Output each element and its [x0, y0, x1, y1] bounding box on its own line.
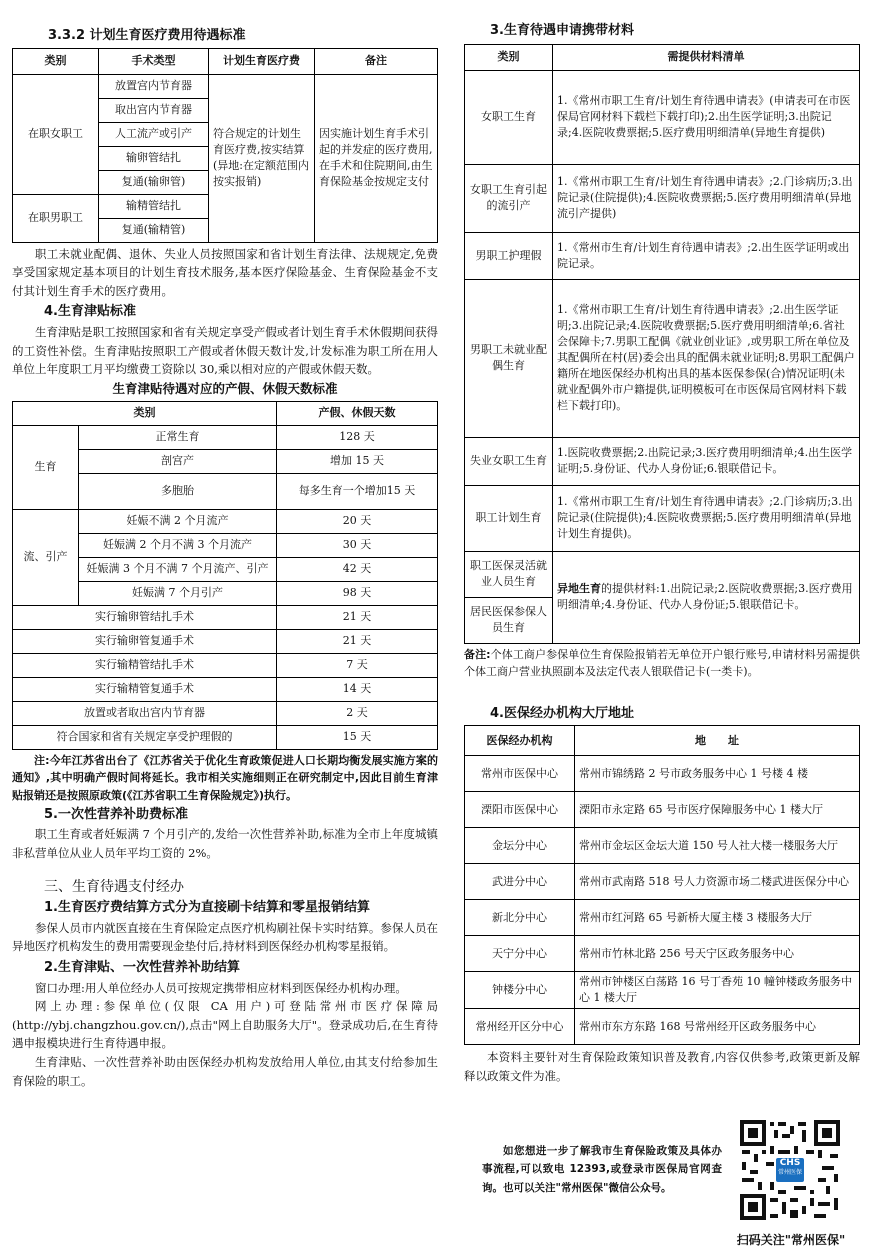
family-planning-fee-table — [12, 48, 438, 243]
table-cell: 常州市竹林北路 256 号天宁区政务服务中心 — [575, 936, 860, 972]
table-caption: 生育津贴待遇对应的产假、休假天数标准 — [112, 380, 338, 396]
table-cell: 1.《常州市职工生育/计划生育待遇申请表》(申请表可在市医保局官网材料下载栏下载打印);2.出生医学证明;3.出院记录;4.医院收费票据;5.医疗费用明细清单(异地生育提供) — [553, 70, 860, 164]
section-5-title: 5.一次性营养补助费标准 — [44, 806, 188, 822]
table-cell: 输卵管结扎 — [99, 146, 209, 170]
table-cell: 正常生育 — [79, 425, 277, 449]
table-cell: 符合规定的计划生育医疗费,按实结算(异地:在定额范围内按实报销) — [209, 74, 315, 242]
section-32-title: 2.生育津贴、一次性营养补助结算 — [44, 959, 240, 975]
table-cell: 流、引产 — [13, 509, 79, 605]
remark-label: 备注: — [464, 647, 491, 661]
table-cell: 天宁分中心 — [465, 936, 575, 972]
table-cell: 30 天 — [277, 533, 438, 557]
table-cell: 女职工生育 — [465, 70, 553, 164]
table-cell: 溧阳市永定路 65 号市医疗保障服务中心 1 楼大厅 — [575, 792, 860, 828]
table-cell: 剖宫产 — [79, 449, 277, 473]
table-cell: 新北分中心 — [465, 900, 575, 936]
qr-code[interactable] — [738, 1118, 842, 1222]
table-cell: 多胞胎 — [79, 473, 277, 509]
table-cell: 金坛分中心 — [465, 828, 575, 864]
table-cell: 男职工护理假 — [465, 232, 553, 279]
table-cell: 妊娠满 2 个月不满 3 个月流产 — [79, 533, 277, 557]
table-cell: 失业女职工生育 — [465, 437, 553, 485]
section-332-title: 3.3.2 计划生育医疗费用待遇标准 — [48, 28, 246, 43]
table-cell: 在职男职工 — [13, 194, 99, 242]
table-cell: 男职工未就业配偶生育 — [465, 279, 553, 437]
table-cell: 1.《常州市职工生育/计划生育待遇申请表》;2.门诊病历;3.出院记录(住院提供);4.医院收费票据;5.医疗费用明细清单(异地计划生育提供)。 — [553, 485, 860, 551]
table-cell: 妊娠不满 2 个月流产 — [79, 509, 277, 533]
paragraph: 生育津贴、一次性营养补助由医保经办机构发放给用人单位,由其支付给参加生育保险的职工。 — [12, 1055, 438, 1088]
table-header: 需提供材料清单 — [553, 44, 860, 70]
table-cell: 在职女职工 — [13, 74, 99, 194]
qr-caption: 扫码关注"常州医保" — [736, 1233, 846, 1247]
table-cell: 1.《常州市职工生育/计划生育待遇申请表》;2.出生医学证明;3.出院记录;4.医院收费票据;5.医疗费用明细清单;6.省社会保障卡;7.男职工配偶《就业创业证》,或男职工所在单位及其配偶所在村(居)委会出具的配偶未就业证明;8.男职工配偶户籍所在地医保经办机构出具的基本医保参保(合)情况证明(未就业配偶外市户籍提供,证明模板可在市医保局官网材料下载栏下载打印)。 — [553, 279, 860, 437]
table-cell: 常州市红河路 65 号新桥大厦主楼 3 楼服务大厅 — [575, 900, 860, 936]
table-cell: 增加 15 天 — [277, 449, 438, 473]
table-header: 医保经办机构 — [465, 726, 575, 756]
table-cell — [553, 551, 860, 643]
table-cell: 15 天 — [277, 725, 438, 749]
table-cell: 居民医保参保人员生育 — [465, 597, 553, 643]
table-header: 类别 — [13, 401, 277, 425]
right-column — [464, 0, 860, 1085]
table-cell: 1.《常州市生育/计划生育待遇申请表》;2.出生医学证明或出院记录。 — [553, 232, 860, 279]
table-cell: 放置宫内节育器 — [99, 74, 209, 98]
table-cell: 常州市金坛区金坛大道 150 号人社大楼一楼服务大厅 — [575, 828, 860, 864]
table-cell: 实行输卵管复通手术 — [13, 629, 277, 653]
table-cell: 人工流产或引产 — [99, 122, 209, 146]
table-cell: 放置或者取出宫内节育器 — [13, 701, 277, 725]
table-cell: 常州市锦绣路 2 号市政务服务中心 1 号楼 4 楼 — [575, 756, 860, 792]
maternity-leave-days-table — [12, 401, 438, 750]
section-3-title: 三、生育待遇支付经办 — [44, 879, 184, 896]
application-materials-table — [464, 44, 860, 644]
table-cell: 输精管结扎 — [99, 194, 209, 218]
table-cell: 每多生育一个增加15 天 — [277, 473, 438, 509]
table-cell: 职工计划生育 — [465, 485, 553, 551]
table-cell: 7 天 — [277, 653, 438, 677]
disclaimer: 本资料主要针对生育保险政策知识普及教育,内容仅供参考,政策更新及解释以政策文件为准。 — [464, 1050, 860, 1083]
table-cell: 常州市武南路 518 号人力资源市场二楼武进医保分中心 — [575, 864, 860, 900]
table-cell: 常州经开区分中心 — [465, 1009, 575, 1045]
section-4-address-title: 4.医保经办机构大厅地址 — [490, 705, 634, 721]
cell-text: 的提供材料:1.出院记录;2.医院收费票据;3.医疗费用明细清单;4.身份证、代办人身份证;5.银联借记卡。 — [557, 582, 853, 612]
table-cell: 武进分中心 — [465, 864, 575, 900]
table-header: 产假、休假天数 — [277, 401, 438, 425]
table-header: 备注 — [315, 48, 438, 74]
paragraph: 职工生育或者妊娠满 7 个月引产的,发给一次性营养补助,标准为全市上年度城镇非私营单位从业人员年平均工资的 2%。 — [12, 827, 438, 860]
table-header: 类别 — [465, 44, 553, 70]
table-header: 地 址 — [575, 726, 860, 756]
section-3-materials-title: 3.生育待遇申请携带材料 — [490, 23, 634, 38]
paragraph: 职工未就业配偶、退休、失业人员按照国家和省计划生育法律、法规规定,免费享受国家规定基本项目的计划生育技术服务,基本医疗保险基金、生育保险基金不支付其计划生育手术的医疗费用。 — [12, 246, 438, 298]
emphasis-text: 异地生育 — [557, 582, 601, 596]
table-header: 计划生育医疗费 — [209, 48, 315, 74]
paragraph: 生育津贴是职工按照国家和省有关规定享受产假或者计划生育手术休假期间获得的工资性补偿。生育津贴按照职工产假或者休假天数计发,计发标准为职工所在用人单位上年度职工月平均缴费工资除以 30,乘以相对应的产假或休假天数。 — [12, 324, 438, 377]
table-cell: 职工医保灵活就业人员生育 — [465, 551, 553, 597]
table-cell: 溧阳市医保中心 — [465, 792, 575, 828]
table-cell: 42 天 — [277, 557, 438, 581]
paragraph: 网上办理:参保单位(仅限 CA 用户)可登陆常州市医疗保障局(http://ybj.changzhou.gov.cn/),点击"网上自助服务大厅"。登录成功后,在生育待遇申报模块进行生育待遇申报。 — [12, 999, 438, 1051]
table-header: 手术类型 — [99, 48, 209, 74]
table-cell: 98 天 — [277, 581, 438, 605]
office-address-table — [464, 725, 860, 1045]
policy-note: 注:今年江苏省出台了《江苏省关于优化生育政策促进人口长期均衡发展实施方案的通知》,其中明确产假时间将延长。我市相关实施细则正在研究制定中,因此目前生育津贴报销还是按照原政策(《江苏省职工生育保险规定》)执行。 — [12, 753, 438, 802]
table-cell: 妊娠满 7 个月引产 — [79, 581, 277, 605]
table-cell: 14 天 — [277, 677, 438, 701]
table-cell: 常州市东方东路 168 号常州经开区政务服务中心 — [575, 1009, 860, 1045]
table-header: 类别 — [13, 48, 99, 74]
paragraph: 窗口办理:用人单位经办人员可按规定携带相应材料到医保经办机构办理。 — [35, 980, 407, 995]
table-cell: 妊娠满 3 个月不满 7 个月流产、引产 — [79, 557, 277, 581]
section-4-title: 4.生育津贴标准 — [44, 304, 136, 320]
table-cell: 128 天 — [277, 425, 438, 449]
section-31-title: 1.生育医疗费结算方式分为直接刷卡结算和零星报销结算 — [44, 900, 370, 916]
remark-text: 个体工商户参保单位生育保险报销若无单位开户银行账号,申请材料另需提供个体工商户营业执照副本及法定代表人银联借记卡(一类卡)。 — [464, 647, 860, 679]
table-cell: 符合国家和省有关规定享受护理假的 — [13, 725, 277, 749]
contact-info: 如您想进一步了解我市生育保险政策及具体办事流程,可以致电 12393,或登录市医保局官网查询。也可以关注"常州医保"微信公众号。 — [482, 1145, 722, 1194]
table-cell: 因实施计划生育手术引起的并发症的医疗费用,在手术和住院期间,由生育保险基金按规定支付 — [315, 74, 438, 242]
table-cell: 常州市钟楼区白荡路 16 号丁香苑 10 幢钟楼政务服务中心 1 楼大厅 — [575, 972, 860, 1009]
table-cell: 生育 — [13, 425, 79, 509]
remark-block — [464, 646, 860, 681]
table-cell: 实行输精管复通手术 — [13, 677, 277, 701]
table-cell: 取出宫内节育器 — [99, 98, 209, 122]
qr-logo-subtext: 常州医保 — [777, 1169, 802, 1176]
table-cell: 女职工生育引起的流引产 — [465, 164, 553, 232]
qr-logo-text: CHS — [779, 1158, 801, 1168]
table-cell: 复通(输精管) — [99, 218, 209, 242]
table-cell: 1.医院收费票据;2.出院记录;3.医疗费用明细清单;4.出生医学证明;5.身份证、代办人身份证;6.银联借记卡。 — [553, 437, 860, 485]
table-cell: 实行输卵管结扎手术 — [13, 605, 277, 629]
left-column — [12, 0, 438, 1090]
table-cell: 实行输精管结扎手术 — [13, 653, 277, 677]
table-cell: 20 天 — [277, 509, 438, 533]
table-cell: 1.《常州市职工生育/计划生育待遇申请表》;2.门诊病历;3.出院记录(住院提供);4.医院收费票据;5.医疗费用明细清单(异地流引产提供) — [553, 164, 860, 232]
paragraph: 参保人员市内就医直接在生育保险定点医疗机构刷社保卡实时结算。参保人员在异地医疗机构发生的费用需要现金垫付后,持材料到医保经办机构零星报销。 — [12, 920, 438, 954]
table-cell: 钟楼分中心 — [465, 972, 575, 1009]
table-cell: 21 天 — [277, 605, 438, 629]
table-cell: 21 天 — [277, 629, 438, 653]
table-cell: 常州市医保中心 — [465, 756, 575, 792]
table-cell: 2 天 — [277, 701, 438, 725]
table-cell: 复通(输卵管) — [99, 170, 209, 194]
